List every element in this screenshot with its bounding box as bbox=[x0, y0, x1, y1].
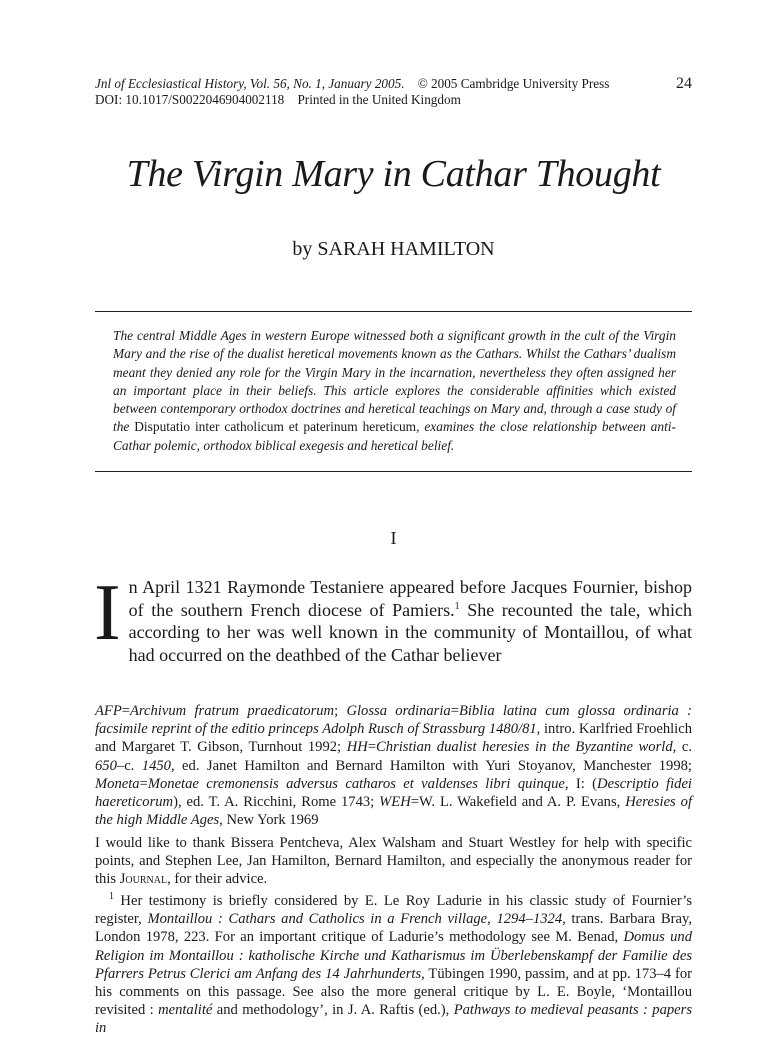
copyright-notice: © 2005 Cambridge University Press bbox=[417, 76, 610, 91]
journal-citation: Jnl of Ecclesiastical History, Vol. 56, No. 1, January 2005. bbox=[95, 76, 405, 91]
doi: DOI: 10.1017/S0022046904002118 bbox=[95, 92, 285, 107]
author-name: SARAH HAMILTON bbox=[317, 238, 495, 260]
printed-notice: Printed in the United Kingdom bbox=[297, 92, 461, 107]
body-paragraph bbox=[94, 569, 692, 666]
body-text-b: She recounted the tale, which according to her was well known in the community of Montaillou, of what had occurred on the deathbed of the Cathar believer bbox=[128, 599, 692, 665]
abstract-text-1: The central Middle Ages in western Europe witnessed both a significant growth in the cult of the Virgin Mary and the rise of the dualist heretical movements known as the Cathars. Whilst the Cathars’ dualism meant they denied any role for the Virgin Mary in the incarnation, nevertheless they often assigned her an important place in their beliefs. This article explores the considerable affinities which existed between contemporary orthodox doctrines and heretical teachings on Mary and, through a case study of the bbox=[113, 328, 676, 435]
running-header bbox=[95, 76, 692, 108]
abbreviations-note: AFP=Archivum fratrum praedicatorum; Glossa ordinaria=Biblia latina cum glossa ordinaria : facsimile reprint of the editio princeps Adolph Rusch of Strassburg 1480/81, intro. Karlfried Froehlich and Margaret T. Gibson, Turnhout 1992; HH=Christian dualist heresies in the Byzantine world, c. 650–c. 1450, ed. Janet Hamilton and Bernard Hamilton with Yuri Stoyanov, Manchester 1998; Moneta=Monetae cremonensis adversus catharos et valdenses libri quinque, I: (Descriptio fidei haereticorum), ed. T. A. Ricchini, Rome 1743; WEH=W. L. Wakefield and A. P. Evans, Heresies of the high Middle Ages, New York 1969 bbox=[95, 703, 692, 829]
footnote-marker: 1 bbox=[454, 600, 460, 612]
page-number: 24 bbox=[676, 75, 692, 92]
abstract bbox=[113, 327, 676, 455]
body-text-a: n April 1321 Raymonde Testaniere appeared before Jacques Fournier, bishop of the southern French diocese of Pamiers. bbox=[128, 577, 692, 620]
article-title: The Virgin Mary in Cathar Thought bbox=[126, 153, 661, 195]
footnote-1: $^1$ Her testimony is briefly considered by E. Le Roy Ladurie in his classic study of Fournier’s register, Montaillou : Cathars and Catholics in a French village, 1294–1324, trans. Barbara Bray, London 1978, 223. For an important critique of Ladurie’s methodology see M. Benad, Domus und Religion im Montaillou : katholische Kirche und Katharismus im Überlebenskampf der Familie des Pfarrers Petrus Clerici am Anfang des 14 Jahrhunderts, Tübingen 1990, passim, and at pp. 173–4 for his comments on this passage. See also the more general critique by L. E. Boyle, ‘Montaillou revisited : mentalité and methodology’, in J. A. Raftis (ed.), Pathways to medieval peasants : papers in bbox=[95, 891, 693, 1037]
section-number: I bbox=[390, 528, 397, 548]
drop-cap: I bbox=[94, 569, 121, 657]
footnote-number: 1 bbox=[109, 891, 114, 903]
acknowledgement: I would like to thank Bissera Pentcheva, Alex Walsham and Stuart Westley for help with specific points, and Stephen Lee, Jan Hamilton, Bernard Hamilton, and especially the anonymous reader for this Journal, for their advice. bbox=[95, 835, 692, 888]
abstract-work-title: Disputatio inter catholicum et paterinum hereticum, bbox=[134, 419, 420, 435]
byline-prefix: by bbox=[292, 238, 313, 260]
abstract-text-2: examines the close relationship between anti-Cathar polemic, orthodox biblical exegesis and heretical belief. bbox=[113, 419, 676, 453]
abstract-bottom-rule bbox=[95, 471, 692, 472]
abstract-top-rule bbox=[95, 311, 692, 312]
byline bbox=[95, 238, 692, 261]
